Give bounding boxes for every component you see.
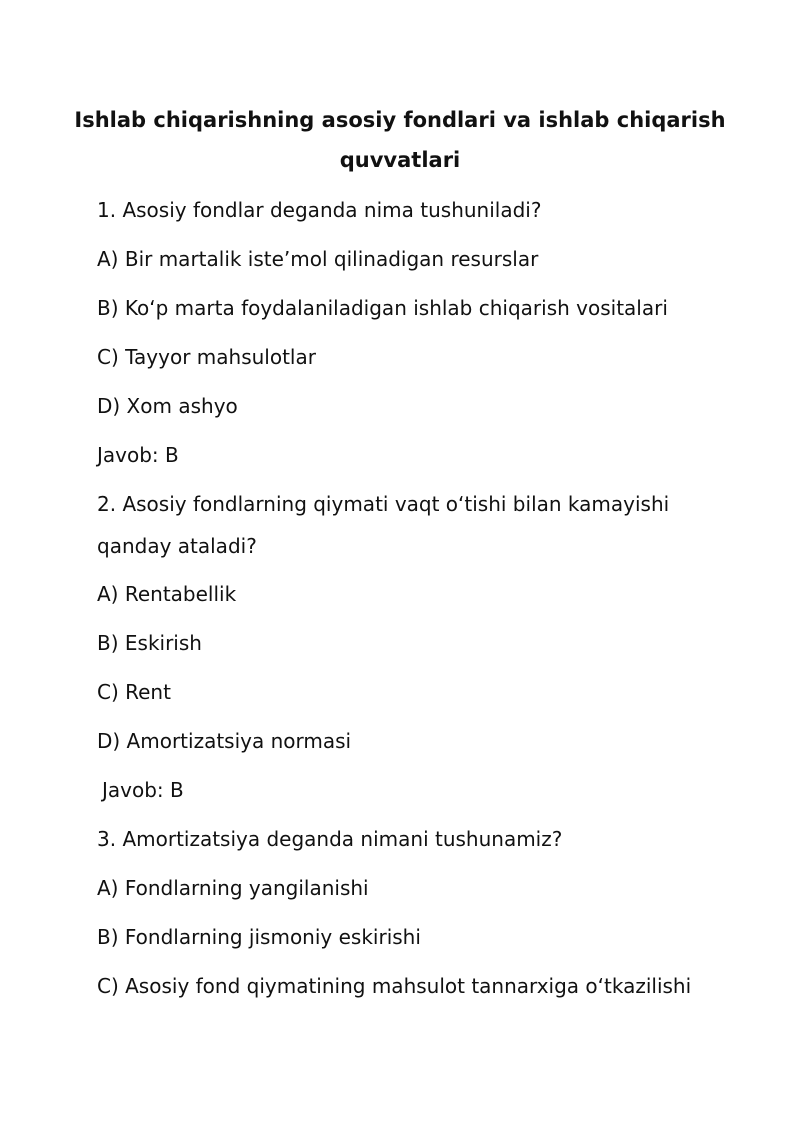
question-1-option-d: D) Xom ashyo [97,394,238,418]
question-2-option-b: B) Eskirish [97,631,202,655]
document-title [60,100,740,180]
question-3-option-a: A) Fondlarning yangilanishi [97,876,369,900]
question-3-text: 3. Amortizatsiya deganda nimani tushunamiz? [97,827,563,851]
question-2-option-d: D) Amortizatsiya normasi [97,729,352,753]
question-3-option-b: B) Fondlarning jismoniy eskirishi [97,925,421,949]
question-1-option-c: C) Tayyor mahsulotlar [97,345,316,369]
question-2-text-line-1: 2. Asosiy fondlarning qiymati vaqt o‘tishi bilan kamayishi [97,492,670,516]
question-3-option-c: C) Asosiy fond qiymatining mahsulot tannarxiga o‘tkazilishi [97,974,692,998]
question-1-option-a: A) Bir martalik iste’mol qilinadigan resurslar [97,247,539,271]
question-1-text: 1. Asosiy fondlar deganda nima tushuniladi? [97,198,542,222]
question-2-option-a: A) Rentabellik [97,582,237,606]
question-1-option-b: B) Ko‘p marta foydalaniladigan ishlab chiqarish vositalari [97,296,668,320]
document-title-line-1: Ishlab chiqarishning asosiy fondlari va ishlab chiqarish [74,108,726,132]
question-2-text-line-2: qanday ataladi? [97,534,257,558]
question-2-option-c: C) Rent [97,680,171,704]
question-1-answer: Javob: B [97,443,179,467]
document-title-line-2: quvvatlari [339,148,461,172]
question-2-answer: Javob: B [102,778,184,802]
